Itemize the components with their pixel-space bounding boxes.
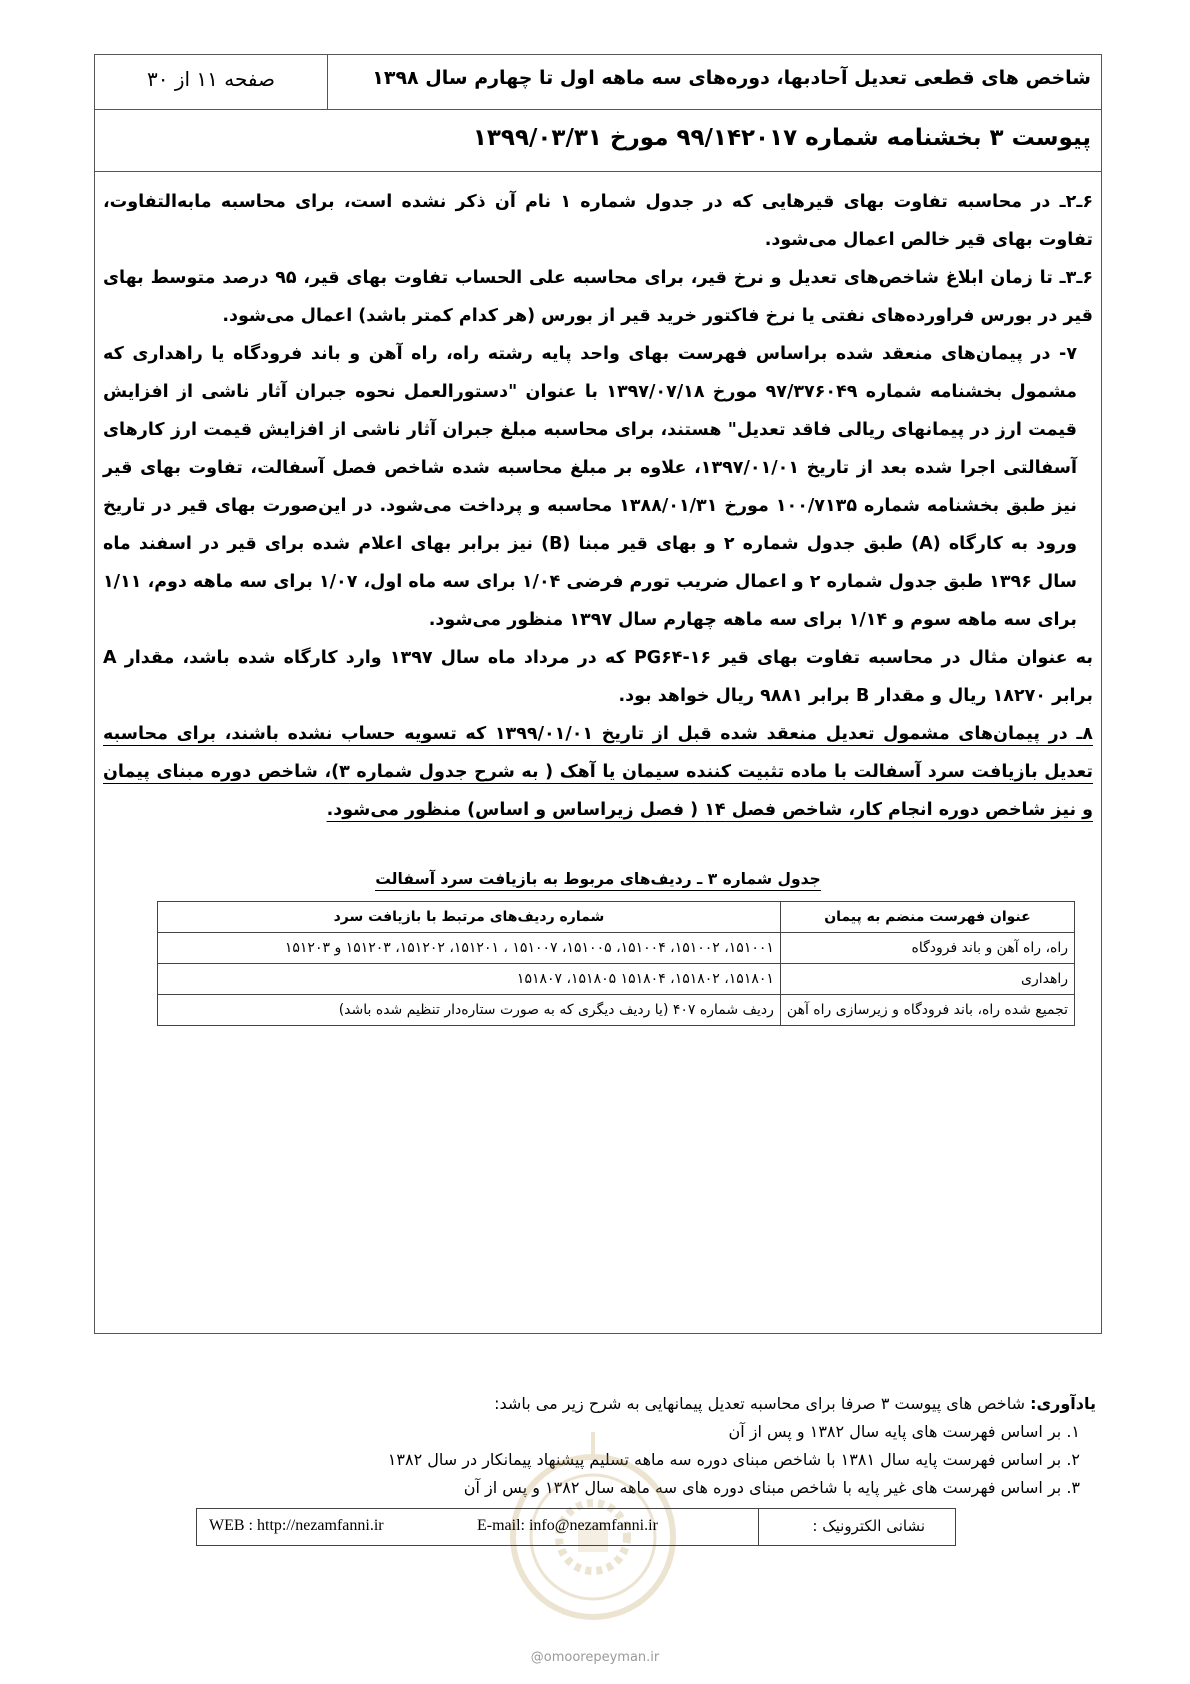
column-header-items: شماره ردیف‌های مرتبط با بازیافت سرد: [158, 902, 781, 933]
reminder-label: یادآوری:: [1030, 1394, 1096, 1413]
row-title: راه، راه آهن و باند فرودگاه: [780, 933, 1074, 964]
paragraph-example: به عنوان مثال در محاسبه تفاوت بهای قیر PG۶۴-۱۶ که در مرداد ماه سال ۱۳۹۷ وارد کارگاه شده باشد، مقدار A برابر ۱۸۲۷۰ ریال و مقدار B برابر ۹۸۸۱ ریال خواهد بود.: [103, 648, 1093, 706]
contact-divider: [758, 1509, 759, 1545]
table-caption: جدول شماره ۳ ـ ردیف‌های مربوط به بازیافت سرد آسفالت: [95, 870, 1101, 888]
header-divider: [327, 55, 328, 109]
page-number: صفحه ۱۱ از ۳۰: [147, 67, 275, 91]
contact-label: نشانی الکترونیک :: [812, 1517, 925, 1535]
reminder-intro: [296, 1390, 1096, 1418]
reminder-text: شاخص های پیوست ۳ صرفا برای محاسبه تعدیل پیمانهایی به شرح زیر می باشد:: [494, 1394, 1025, 1413]
paragraph-6-3: ۶ـ۳ـ تا زمان ابلاغ شاخص‌های تعدیل و نرخ قیر، برای محاسبه علی الحساب تفاوت بهای قیر، ۹۵ درصد متوسط بهای قیر در بورس فراورده‌های نفتی یا نرخ فاکتور خرید قیر از بورس (هر کدام کمتر باشد) اعمال می‌شود.: [103, 268, 1093, 326]
subheader-row: [95, 109, 1101, 172]
list-item: ۳. بر اساس فهرست های غیر پایه با شاخص مبنای دوره های سه ماهه سال ۱۳۸۲ و پس از آن: [463, 1478, 1080, 1497]
paragraph-7: ۷- در پیمان‌های منعقد شده براساس فهرست بهای واحد پایه رشته راه، راه آهن و باند فرودگاه یا راهداری که مشمول بخشنامه شماره ۹۷/۳۷۶۰۴۹ مورخ ۱۳۹۷/۰۷/۱۸ با عنوان "دستورالعمل نحوه جبران آثار ناشی از افزایش قیمت ارز در پیمانهای ریالی فاقد تعدیل" هستند، برای محاسبه مبلغ جبران آثار ناشی از افزایش قیمت ارز کارهای آسفالتی اجرا شده بعد از تاریخ ۱۳۹۷/۰۱/۰۱، علاوه بر مبلغ محاسبه شده شاخص فصل آسفالت، تفاوت بهای قیر نیز طبق بخشنامه شماره ۱۰۰/۷۱۳۵ مورخ ۱۳۸۸/۰۱/۳۱ محاسبه و پرداخت می‌شود. در این‌صورت بهای قیر در تاریخ ورود به کارگاه (A) طبق جدول شماره ۲ و بهای قیر مبنا (B) نیز برابر بهای اعلام شده برای قیر در اسفند ماه سال ۱۳۹۶ طبق جدول شماره ۲ و اعمال ضریب تورم فرضی ۱/۰۴ برای سه ماه اول، ۱/۰۷ برای سه ماهه دوم، ۱/۱۱ برای سه ماهه سوم و ۱/۱۴ برای سه ماهه چهارم سال ۱۳۹۷ منظور می‌شود.: [103, 344, 1077, 630]
table-header-row: [158, 902, 1075, 933]
row-title: راهداری: [780, 964, 1074, 995]
reminder-section: [296, 1390, 1096, 1502]
row-items: ۱۵۱۰۰۱، ۱۵۱۰۰۲، ۱۵۱۰۰۴، ۱۵۱۰۰۵، ۱۵۱۰۰۷ ، ۱۵۱۲۰۱، ۱۵۱۲۰۲، ۱۵۱۲۰۳ و ۱۵۱۲۰۳: [158, 933, 781, 964]
paragraph-6-2: ۶ـ۲ـ در محاسبه تفاوت بهای قیرهایی که در جدول شماره ۱ نام آن ذکر نشده است، برای محاسبه مابه‌التفاوت، تفاوت بهای قیر خالص اعمال می‌شود.: [103, 192, 1093, 250]
list-item: ۱. بر اساس فهرست های پایه سال ۱۳۸۲ و پس از آن: [728, 1422, 1080, 1441]
table-row: [158, 995, 1075, 1026]
appendix-title: پیوست ۳ بخشنامه شماره ۹۹/۱۴۲۰۱۷ مورخ ۱۳۹۹/۰۳/۳۱: [472, 125, 1091, 151]
page-frame: [94, 54, 1102, 1334]
paragraph-8: ۸ـ در پیمان‌های مشمول تعدیل منعقد شده قبل از تاریخ ۱۳۹۹/۰۱/۰۱ که تسویه حساب نشده باشند، برای محاسبه تعدیل بازیافت سرد آسفالت با ماده تثبیت کننده سیمان یا آهک ( به شرح جدول شماره ۳)، شاخص دوره مبنای پیمان و نیز شاخص دوره انجام کار، شاخص فصل ۱۴ ( فصل زیراساس و اساس) منظور می‌شود.: [103, 724, 1093, 820]
header-row: [95, 55, 1101, 110]
site-watermark: @omoorepeyman.ir: [530, 1650, 660, 1665]
column-header-title: عنوان فهرست منضم به پیمان: [780, 902, 1074, 933]
reminder-list: [296, 1418, 1096, 1502]
list-item: ۲. بر اساس فهرست پایه سال ۱۳۸۱ با شاخص مبنای دوره سه ماهه تسلیم پیشنهاد پیمانکار در سال ۱۳۸۲: [387, 1450, 1080, 1469]
row-items: ردیف شماره ۴۰۷ (یا ردیف دیگری که به صورت ستاره‌دار تنظیم شده باشد): [158, 995, 781, 1026]
table-row: [158, 933, 1075, 964]
contact-box: [196, 1508, 956, 1546]
contact-email[interactable]: E-mail: info@nezamfanni.ir: [477, 1517, 658, 1534]
row-items: ۱۵۱۸۰۱، ۱۵۱۸۰۲، ۱۵۱۸۰۴ ۱۵۱۸۰۵، ۱۵۱۸۰۷: [158, 964, 781, 995]
document-title: شاخص های قطعی تعدیل آحادبها، دوره‌های سه ماهه اول تا چهارم سال ۱۳۹۸: [372, 67, 1091, 89]
table-row: [158, 964, 1075, 995]
body-content: [103, 183, 1093, 829]
contact-website[interactable]: WEB : http://nezamfanni.ir: [209, 1517, 384, 1534]
cold-recycling-table: [157, 901, 1075, 1026]
row-title: تجمیع شده راه، باند فرودگاه و زیرسازی راه آهن: [780, 995, 1074, 1026]
